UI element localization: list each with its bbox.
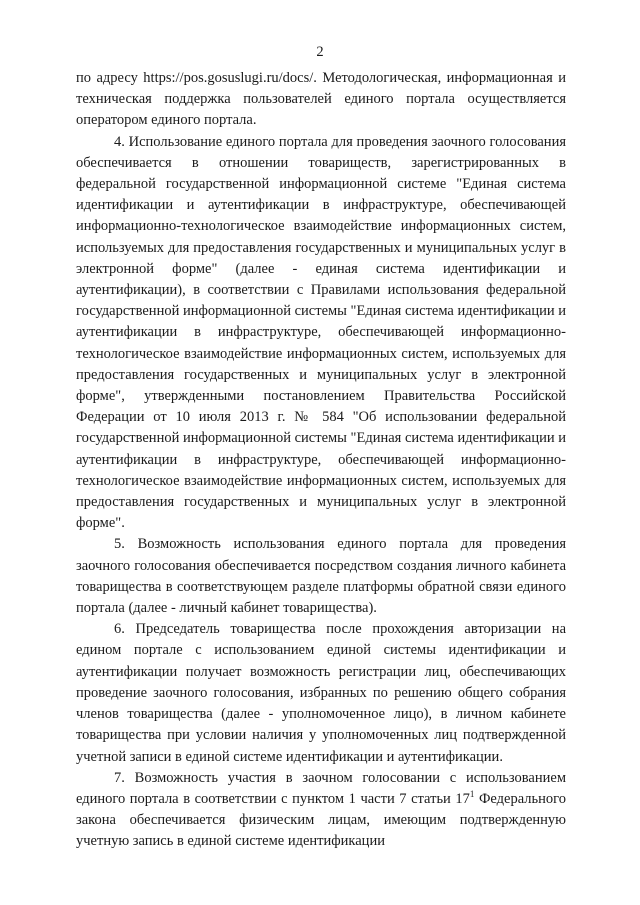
page-number: 2 — [316, 44, 324, 60]
paragraph-7-text-start: 7. Возможность участия в заочном голосовании с использованием единого портала в соответствии с пунктом 1 части 7 статьи 17 — [76, 769, 566, 807]
paragraph-7 — [76, 768, 566, 853]
document-body — [76, 68, 566, 853]
paragraph-4: 4. Использование единого портала для проведения заочного голосования обеспечивается в отношении товариществ, зарегистрированных в федеральной государственной информационной системе "Единая система идентификации и аутентификации в инфраструктуре, обеспечивающей информационно-технологическое взаимодействие информационных систем, используемых для предоставления государственных и муниципальных услуг в электронной форме" (далее - единая система идентификации и аутентификации), в соответствии с Правилами использования федеральной государственной информационной системы "Единая система идентификации и аутентификации в инфраструктуре, обеспечивающей информационно-технологическое взаимодействие информационных систем, используемых для предоставления государственных и муниципальных услуг в электронной форме", утвержденными постановлением Правительства Российской Федерации от 10 июля 2013 г. № 584 "Об использовании федеральной государственной информационной системы "Единая система идентификации и аутентификации в инфраструктуре, обеспечивающей информационно-технологическое взаимодействие информационных систем, используемых для предоставления государственных и муниципальных услуг в электронной форме". — [76, 133, 566, 532]
paragraph-6: 6. Председатель товарищества после прохождения авторизации на едином портале с использованием единой системы идентификации и аутентификации получает возможность регистрации лиц, обеспечивающих проведение заочного голосования, избранных по решению общего собрания членов товарищества (далее - уполномоченное лицо), в личном кабинете товарищества при условии наличия у уполномоченных лиц подтвержденной учетной записи в единой системе идентификации и аутентификации. — [76, 621, 566, 765]
paragraph-intro: по адресу https://pos.gosuslugi.ru/docs/. Методологическая, информационная и техническая поддержка пользователей единого портала осуществляется оператором единого портала. — [76, 70, 566, 129]
superscript-article-number: 1 — [469, 789, 475, 800]
paragraph-7-text-end: Федерального закона обеспечивается физическим лицам, имеющим подтвержденную учетную запись в единой системе идентификации — [76, 790, 567, 850]
paragraph-5: 5. Возможность использования единого портала для проведения заочного голосования обеспечивается посредством создания личного кабинета товарищества в соответствующем разделе платформы обратной связи единого портала (далее - личный кабинет товарищества). — [76, 536, 566, 617]
